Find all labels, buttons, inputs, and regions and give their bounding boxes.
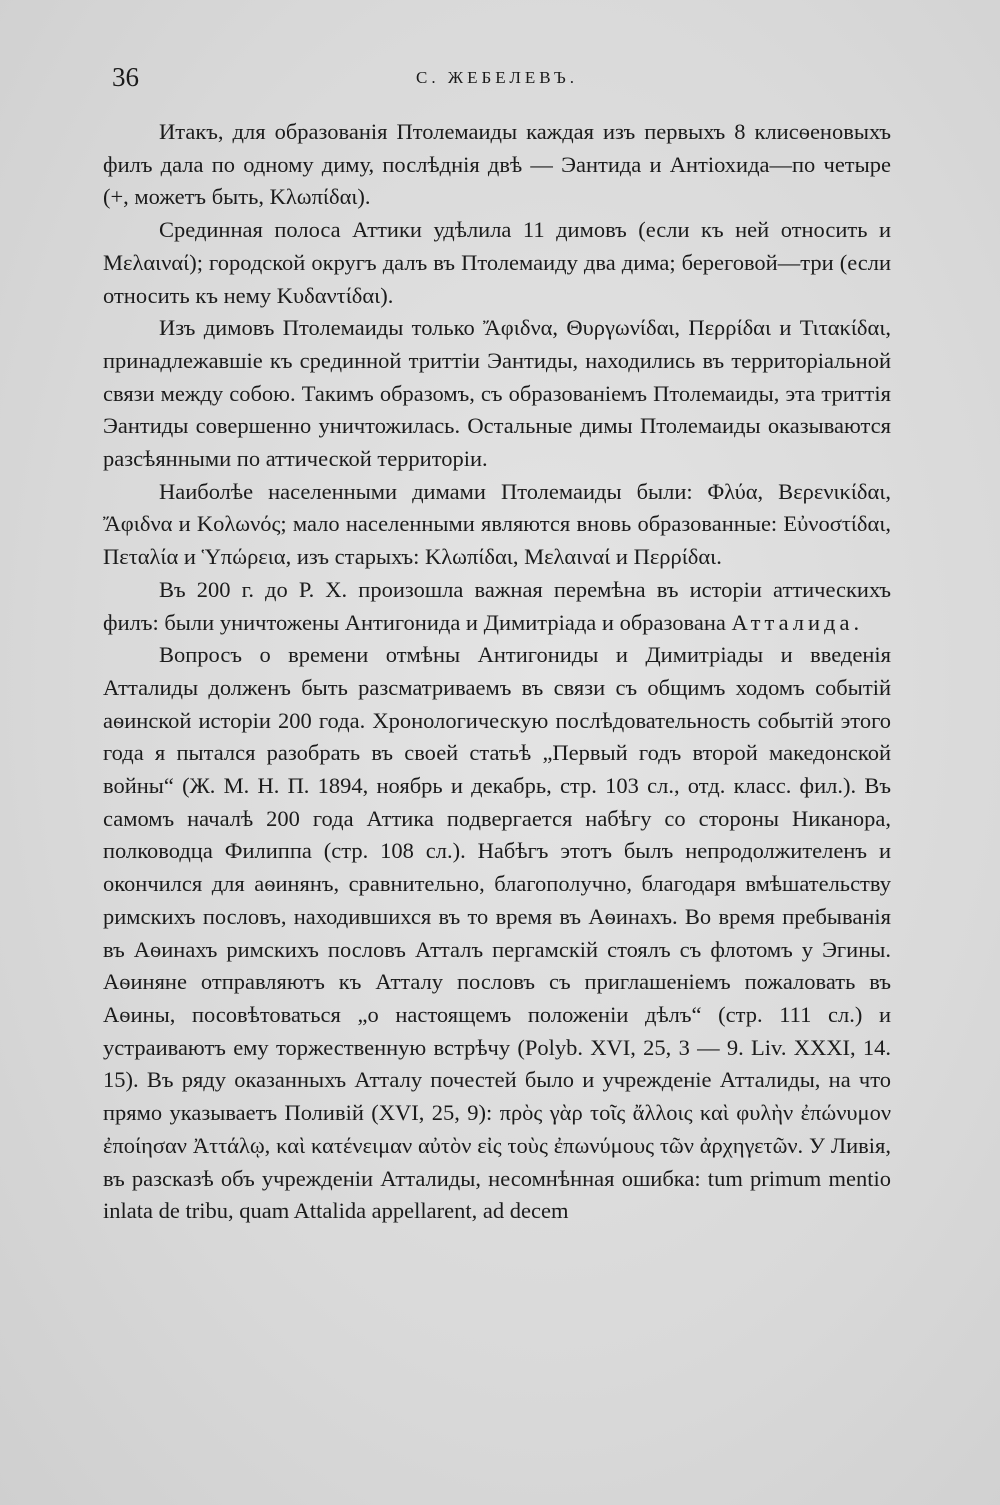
paragraph-6: Вопросъ о времени отмѣны Антигониды и Димитріады и введенія Атталиды долженъ быть разсматриваемъ въ связи съ общимъ ходомъ событій аѳинской исторіи 200 года. Хронологическую послѣдовательность событій этого года я пытался разобрать въ своей статьѣ „Первый годъ второй македонской войны“ (Ж. М. Н. П. 1894, ноябрь и декабрь, стр. 103 сл., отд. класс. фил.). Въ самомъ началѣ 200 года Аттика подвергается набѣгу со стороны Никанора, полководца Филиппа (стр. 108 сл.). Набѣгъ этотъ былъ непродолжителенъ и окончился для аѳинянъ, сравнительно, благополучно, благодаря вмѣшательству римскихъ пословъ, находившихся въ то время въ Аѳинахъ. Во время пребыванія въ Аѳинахъ римскихъ пословъ Атталъ пергамскій стоялъ съ флотомъ у Эгины. Аѳиняне отправляютъ къ Атталу пословъ съ приглашеніемъ пожаловать въ Аѳины, посовѣтоваться „о настоящемъ положеніи дѣлъ“ (стр. 111 сл.) и устраиваютъ ему торжественную встрѣчу (Polyb. XVI, 25, 3 — 9. Liv. XXXI, 14. 15). Въ ряду оказанныхъ Атталу почестей было и учрежденіе Атталиды, на что прямо указываетъ Поливій (XVI, 25, 9): πρὸς γὰρ τοῖς ἄλλοις καὶ φυλὴν ἐπώνυμον ἐποίησαν Ἀττάλῳ, καὶ κατένειμαν αὐτὸν εἰς τοὺς ἐπωνύμους τῶν ἀρχηγετῶν. У Ливія, въ разсказѣ объ учрежденіи Атталиды, несомнѣнная ошибка: tum primum mentio inlata de tribu, quam Attalida appellarent, ad decem <box>103 642 891 1224</box>
paragraph-3: Изъ димовъ Птолемаиды только Ἄφιδνα, Θυργωνίδαι, Περρίδαι и Τιτακίδαι, принадлежавшіе къ срединной триттіи Эантиды, находились въ территоріальной связи между собою. Такимъ образомъ, съ образованіемъ Птолемаиды, эта триттія Эантиды совершенно уничтожилась. Остальные димы Птолемаиды оказываются разсѣянными по аттической территоріи. <box>103 315 891 472</box>
page-number: 36 <box>112 62 139 92</box>
paragraph-2: Срединная полоса Аттики удѣлила 11 димовъ (если къ ней относить и Μελαιναί); городской округъ далъ въ Птолемаиду два дима; береговой—три (если относить къ нему Κυδαντίδαι). <box>103 217 891 308</box>
body-text <box>103 116 891 1228</box>
paragraph-5-tail: . <box>853 609 860 635</box>
paragraph-5-spaced-word: Атталида <box>731 609 854 635</box>
running-head: С. ЖЕБЕЛЕВЪ. <box>416 68 578 87</box>
paragraph-5 <box>103 574 891 639</box>
paragraph-1: Итакъ, для образованія Птолемаиды каждая изъ первыхъ 8 клисѳеновыхъ филъ дала по одному диму, послѣднія двѣ — Эантида и Антіохида—по четыре (+, можетъ быть, Κλωπίδαι). <box>103 119 891 210</box>
paragraph-4: Наиболѣе населенными димами Птолемаиды были: Φλύα, Βερενικίδαι, Ἄφιδνα и Κολωνός; мало населенными являются вновь образованные: Εὐνοστίδαι, Πεταλία и Ὑπώρεια, изъ старыхъ: Κλωπίδαι, Μελαιναί и Περρίδαι. <box>103 478 891 570</box>
paragraph-5-text: Въ 200 г. до Р. Х. произошла важная перемѣна въ исторіи аттическихъ филъ: были уничтожены Антигонида и Димитріада и образована <box>103 576 891 635</box>
page-header <box>112 62 882 98</box>
